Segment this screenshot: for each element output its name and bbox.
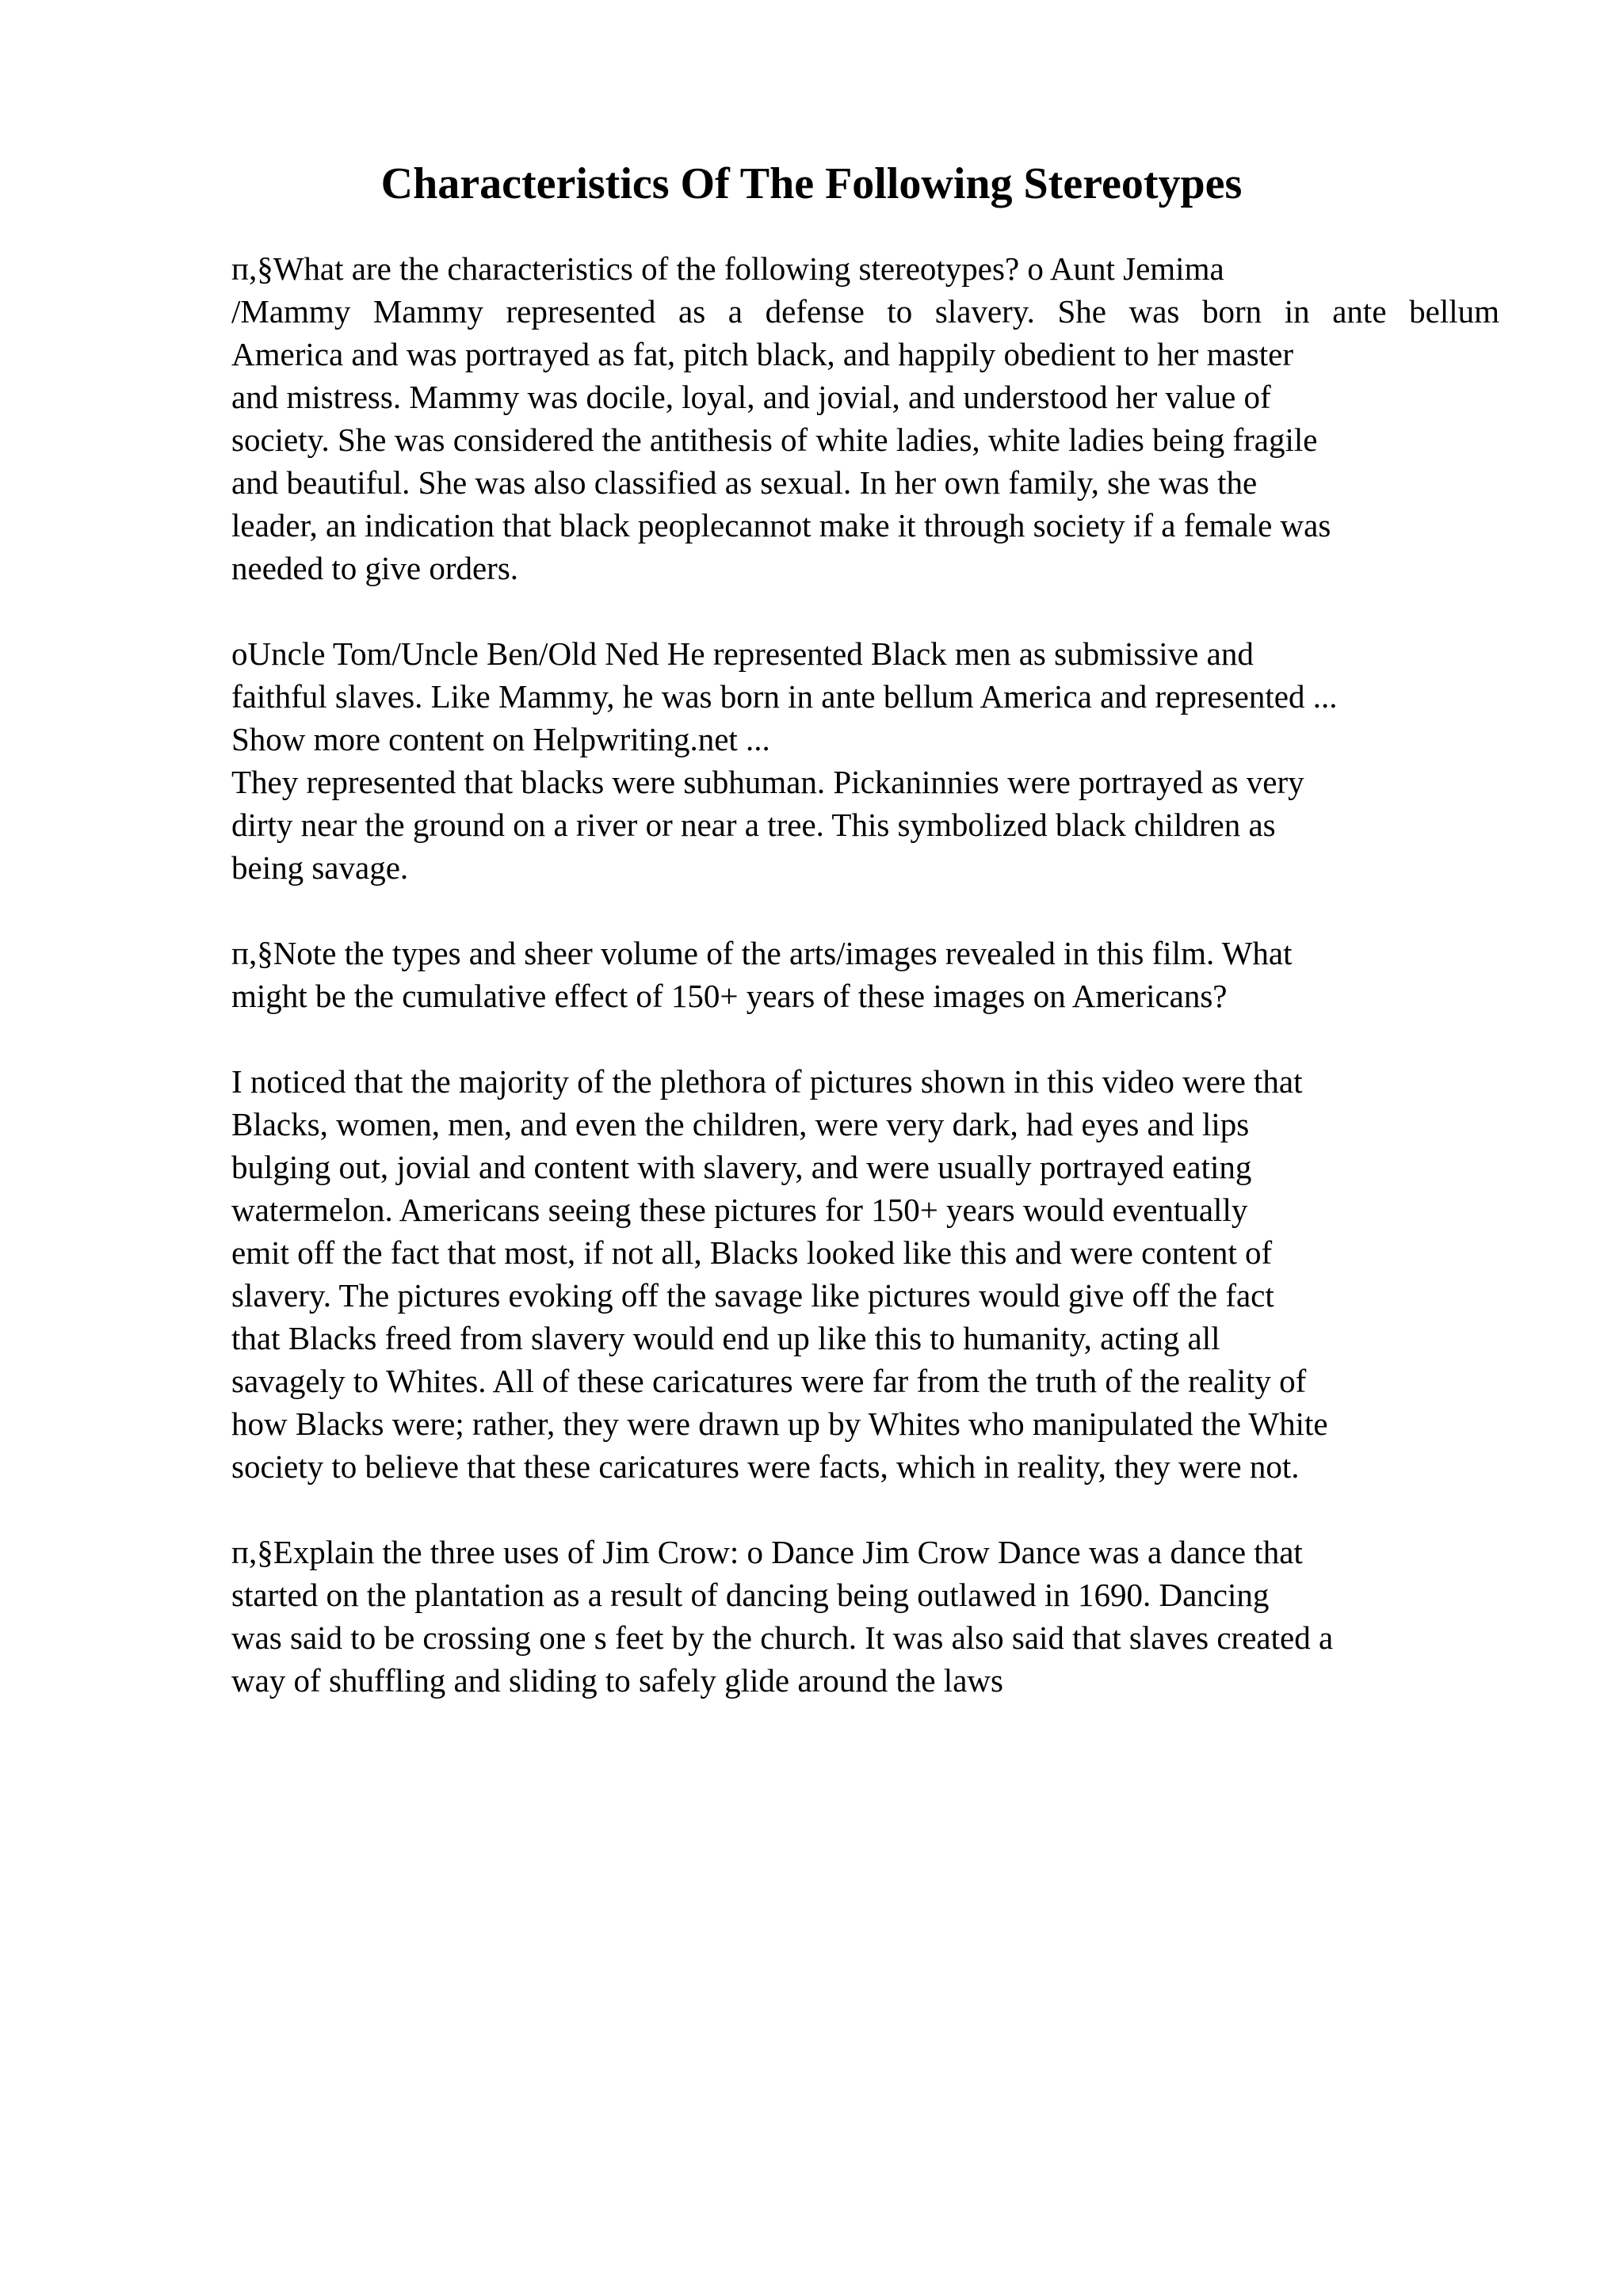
text-line: /Mammy Mammy represented as a defense to slavery. She was born in ante bellum [231,293,1499,330]
text-line: oUncle Tom/Uncle Ben/Old Ned He represented Black men as submissive and [231,635,1254,672]
paragraph-mammy [231,247,1499,589]
text-line: might be the cumulative effect of 150+ years of these images on Americans? [231,978,1228,1014]
text-line: п,§Note the types and sheer volume of the arts/images revealed in this film. What [231,935,1293,971]
text-line: slavery. The pictures evoking off the savage like pictures would give off the fact [231,1277,1274,1314]
text-line: America and was portrayed as fat, pitch black, and happily obedient to her master [231,336,1293,372]
text-line: society to believe that these caricatures were facts, which in reality, they were not. [231,1448,1300,1485]
text-line: I noticed that the majority of the plethora of pictures shown in this video were that [231,1063,1303,1100]
text-line: that Blacks freed from slavery would end up like this to humanity, acting all [231,1320,1220,1356]
text-line: needed to give orders. [231,550,519,586]
document-body [231,247,1499,1745]
text-line: leader, an indication that black peoplecannot make it through society if a female was [231,507,1331,543]
text-line: and beautiful. She was also classified as sexual. In her own family, she was the [231,464,1258,501]
text-line: dirty near the ground on a river or near a tree. This symbolized black children as [231,807,1276,843]
paragraph-jim-crow [231,1531,1499,1702]
text-line: was said to be crossing one s feet by the church. It was also said that slaves created a [231,1619,1334,1656]
text-line: Blacks, women, men, and even the children, were very dark, had eyes and lips [231,1106,1250,1142]
text-line: way of shuffling and sliding to safely glide around the laws [231,1662,1003,1699]
paragraph-answer-images [231,1060,1499,1488]
document-title: Characteristics Of The Following Stereotypes [380,159,1243,208]
text-line: emit off the fact that most, if not all, Blacks looked like this and were content of [231,1234,1273,1271]
text-line: watermelon. Americans seeing these pictures for 150+ years would eventually [231,1192,1248,1228]
text-line: п,§Explain the three uses of Jim Crow: o Dance Jim Crow Dance was a dance that [231,1534,1303,1570]
text-line: savagely to Whites. All of these caricatures were far from the truth of the reality of [231,1363,1307,1399]
text-line: and mistress. Mammy was docile, loyal, and jovial, and understood her value of [231,379,1271,415]
text-line: п,§What are the characteristics of the following stereotypes? o Aunt Jemima [231,250,1224,287]
text-line: faithful slaves. Like Mammy, he was born in ante bellum America and represented ... [231,678,1338,715]
text-line: how Blacks were; rather, they were drawn up by Whites who manipulated the White [231,1405,1328,1442]
text-line: bulging out, jovial and content with slavery, and were usually portrayed eating [231,1149,1252,1185]
show-more-link: Show more content on Helpwriting.net ... [231,721,770,757]
paragraph-uncle-tom [231,632,1499,889]
text-line: They represented that blacks were subhuman. Pickaninnies were portrayed as very [231,764,1304,800]
text-line: society. She was considered the antithesis of white ladies, white ladies being fragile [231,421,1318,458]
text-line: started on the plantation as a result of dancing being outlawed in 1690. Dancing [231,1577,1270,1613]
text-line: being savage. [231,849,409,886]
paragraph-question-images [231,932,1499,1017]
